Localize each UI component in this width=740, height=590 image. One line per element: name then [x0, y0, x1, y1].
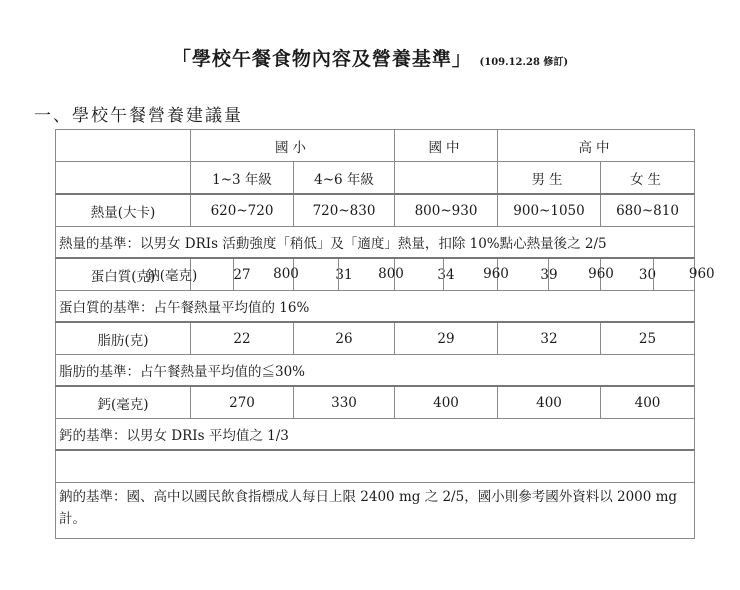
cell-value: 400 [395, 386, 498, 419]
sodium-subtable [111, 259, 740, 290]
row-label: 蛋白質(克) [56, 258, 191, 291]
cell-value: 25 [601, 322, 695, 355]
cell-value: 400 [601, 386, 695, 419]
cell-value: 27 [191, 258, 294, 291]
header-junior-high: 國中 [395, 130, 498, 162]
cell-value: 620~720 [191, 194, 294, 227]
cell-value: 800 [339, 259, 444, 290]
sodium-note: 鈉的基準：國、高中以國民飲食指標成人每日上限 2400 mg 之 2/5，國小則參考國外資料以 2000 mg 計。 [56, 483, 695, 539]
cell-value: 720~830 [294, 194, 395, 227]
title-text: 「學校午餐食物內容及營養基準」 [171, 48, 472, 70]
note-row-fat [56, 355, 695, 387]
cell-value: 960 [688, 266, 715, 282]
cell-value: 29 [395, 322, 498, 355]
header-senior-high: 高中 [498, 130, 695, 162]
nutrition-table [55, 129, 715, 539]
cell-value: 800 [234, 259, 339, 290]
table-row-sodium [56, 450, 695, 483]
note-row-calories [56, 227, 695, 259]
revision-date: (109.12.28 修訂) [479, 57, 569, 68]
note-row-protein [56, 291, 695, 323]
header-female: 女生 [601, 162, 695, 195]
cell-value: 400 [498, 386, 601, 419]
cell-value: 900~1050 [498, 194, 601, 227]
table-row-calcium [56, 386, 695, 419]
header-junior-blank [395, 162, 498, 195]
table-row-calories [56, 194, 695, 227]
cell-value: 680~810 [601, 194, 695, 227]
header-corner [56, 130, 191, 162]
cell-value: 22 [191, 322, 294, 355]
calories-note: 熱量的基準：以男女 DRIs 活動強度「稍低」及「適度」熱量，扣除 10%點心熱量後之 2/5 [56, 227, 695, 259]
calcium-note: 鈣的基準：以男女 DRIs 平均值之 1/3 [56, 419, 695, 451]
cell-value: 26 [294, 322, 395, 355]
row-label: 脂肪(克) [56, 322, 191, 355]
header-grade-4-6: 4~6 年級 [294, 162, 395, 195]
row-label: 鈣(毫克) [56, 386, 191, 419]
cell-value: 30 [601, 258, 695, 291]
cell-value: 39 [498, 258, 601, 291]
header-male: 男生 [498, 162, 601, 195]
fat-note: 脂肪的基準：占午餐熱量平均值的≦30% [56, 355, 695, 387]
cell-value: 960 [444, 259, 549, 290]
row-label: 熱量(大卡) [56, 194, 191, 227]
note-row-sodium [56, 483, 695, 539]
cell-value: 31 [294, 258, 395, 291]
cell-value: 34 [395, 258, 498, 291]
header-elementary: 國小 [191, 130, 395, 162]
cell-value: 330 [294, 386, 395, 419]
header-sub-corner [56, 162, 191, 195]
header-grade-1-3: 1~3 年級 [191, 162, 294, 195]
table-row-fat [56, 322, 695, 355]
cell-value: 32 [498, 322, 601, 355]
cell-value: 960 [549, 259, 654, 290]
protein-note: 蛋白質的基準：占午餐熱量平均值的 16% [56, 291, 695, 323]
cell-value: 270 [191, 386, 294, 419]
cell-value: 800~930 [395, 194, 498, 227]
header-row-level [56, 130, 695, 162]
document-title [0, 44, 740, 71]
header-row-sub [56, 162, 695, 195]
note-row-calcium [56, 419, 695, 451]
row-label: 鈉(毫克) [111, 259, 234, 290]
section-heading: 一、學校午餐營養建議量 [34, 106, 243, 126]
